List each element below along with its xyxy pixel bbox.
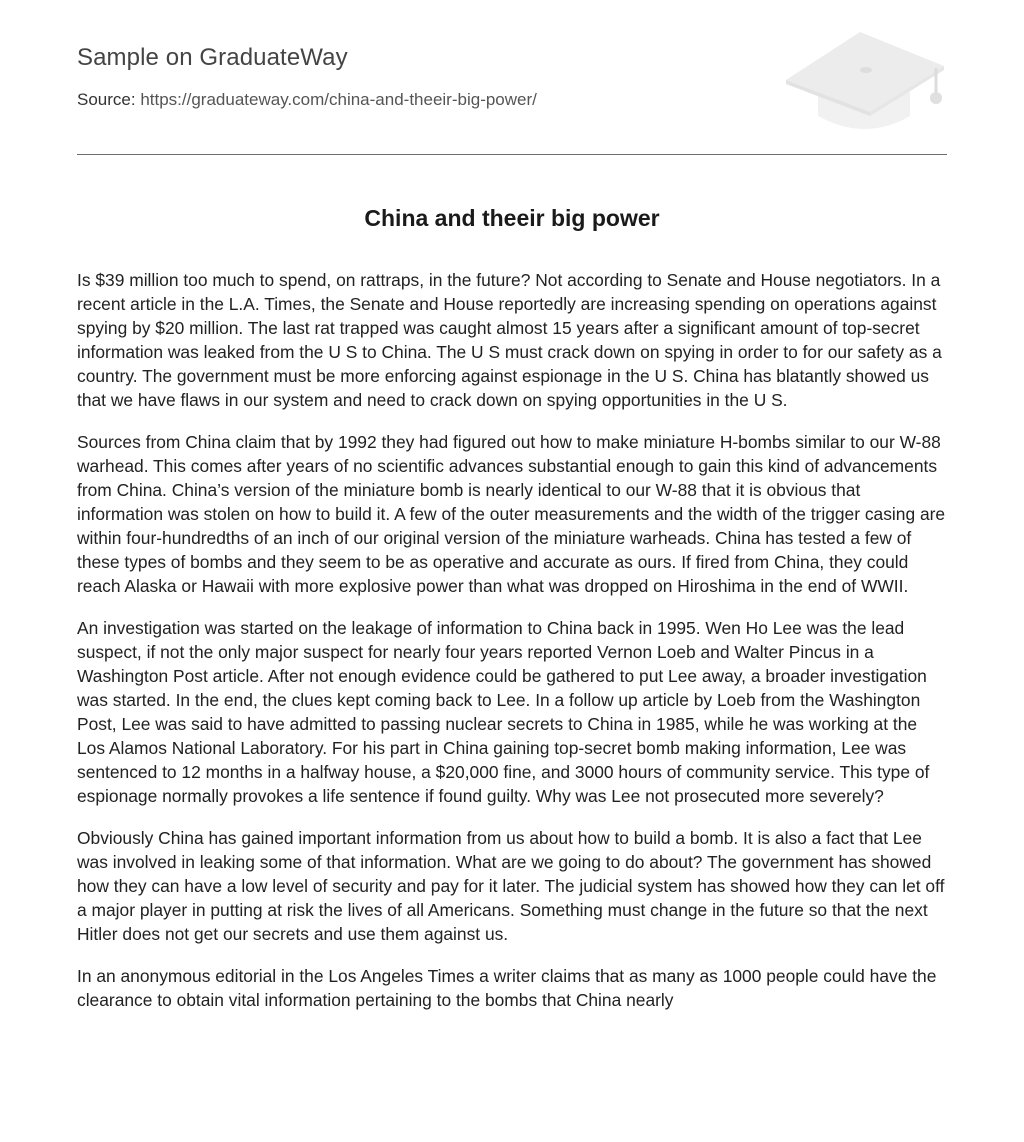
source-line	[77, 90, 537, 110]
article-body	[77, 268, 949, 1030]
source-label: Source:	[77, 90, 136, 109]
graduation-cap-icon	[782, 30, 948, 134]
article-paragraph: Obviously China has gained important information from us about how to build a bomb. It is also a fact that Lee was involved in leaking some of that information. What are we going to do about? The government has showed how they can have a low level of security and pay for it later. The judicial system has showed how they can let off a major player in putting at risk the lives of all Americans. Something must change in the future so that the next Hitler does not get our secrets and use them against us.	[77, 828, 945, 944]
article-paragraph: Is $39 million too much to spend, on rattraps, in the future? Not according to Senate and House negotiators. In a recent article in the L.A. Times, the Senate and House reportedly are increasing spending on operations against spying by $20 million. The last rat trapped was caught almost 15 years after a significant amount of top-secret information was leaked from the U S to China. The U S must crack down on spying in order to for our safety as a country. The government must be more enforcing against espionage in the U S. China has blatantly showed us that we have flaws in our system and need to crack down on spying opportunities in the U S.	[77, 270, 942, 410]
article-paragraph: In an anonymous editorial in the Los Angeles Times a writer claims that as many as 1000 people could have the clearance to obtain vital information pertaining to the bombs that China nearly	[77, 966, 937, 1010]
header-divider	[77, 154, 947, 155]
article-paragraph: An investigation was started on the leakage of information to China back in 1995. Wen Ho Lee was the lead suspect, if not the only major suspect for nearly four years reported Vernon Loeb and Walter Pincus in a Washington Post article. After not enough evidence could be gathered to put Lee away, a broader investigation was started. In the end, the clues kept coming back to Lee. In a follow up article by Loeb from the Washington Post, Lee was said to have admitted to passing nuclear secrets to China in 1985, while he was working at the Los Alamos National Laboratory. For his part in China gaining top-secret bomb making information, Lee was sentenced to 12 months in a halfway house, a $20,000 fine, and 3000 hours of community service. This type of espionage normally provokes a life sentence if found guilty. Why was Lee not prosecuted more severely?	[77, 618, 930, 806]
page-header	[77, 0, 947, 156]
source-link[interactable]: https://graduateway.com/china-and-theeir-big-power/	[140, 90, 537, 109]
article-paragraph: Sources from China claim that by 1992 they had figured out how to make miniature H-bombs similar to our W-88 warhead. This comes after years of no scientific advances substantial enough to gain this kind of advancements from China. China’s version of the miniature bomb is nearly identical to our W-88 that it is obvious that information was stolen on how to build it. A few of the outer measurements and the width of the trigger casing are within four-hundredths of an inch of our original version of the miniature warheads. China has tested a few of these types of bombs and they seem to be as operative and accurate as ours. If fired from China, they could reach Alaska or Hawaii with more explosive power than what was dropped on Hiroshima in the end of WWII.	[77, 432, 946, 596]
site-brand: Sample on GraduateWay	[77, 44, 348, 71]
article-title: China and theeir big power	[364, 205, 660, 231]
